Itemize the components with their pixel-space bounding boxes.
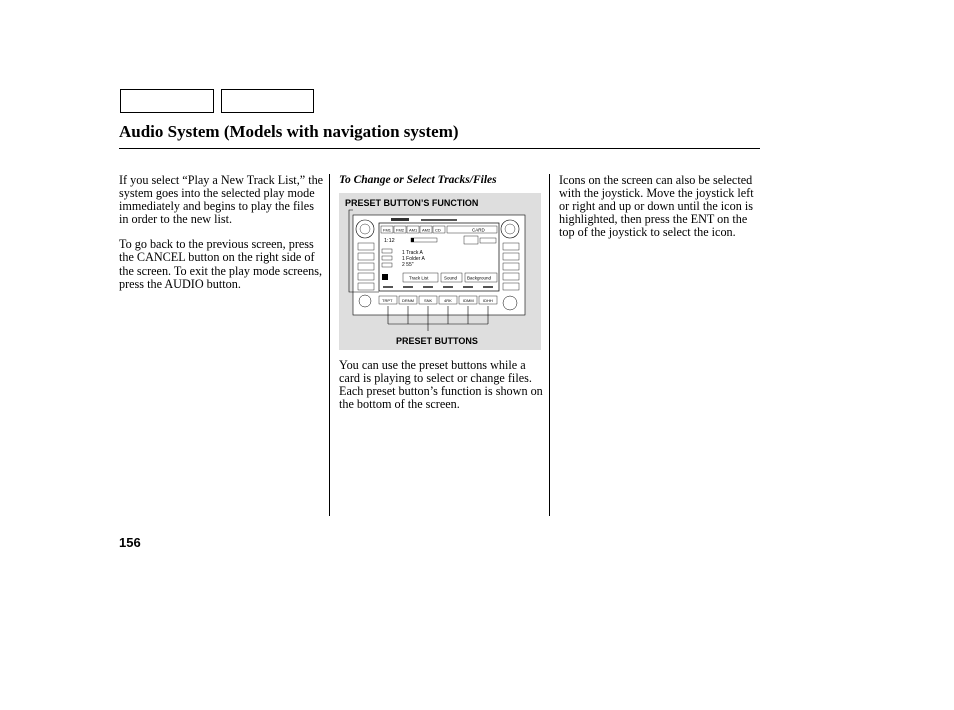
nav-tab-box-1[interactable]	[120, 89, 214, 113]
band-tab-label: FM1	[383, 227, 391, 233]
preset-label: DRNM	[402, 298, 414, 303]
preset-label: 4RK	[444, 298, 452, 303]
paragraph: You can use the preset buttons while a card is playing to select or change files. Each preset button’s function is shown on the bottom of the screen.	[339, 358, 543, 412]
left-side-buttons	[358, 243, 374, 290]
audio-unit-drawing	[339, 193, 541, 350]
right-column	[559, 174, 759, 251]
middle-column-text	[339, 359, 544, 423]
page-number: 156	[119, 535, 141, 550]
nav-tab-box-2[interactable]	[221, 89, 314, 113]
page-title: Audio System (Models with navigation system)	[119, 122, 459, 141]
track-line: 1 Track A	[402, 250, 423, 256]
section-subheading: To Change or Select Tracks/Files	[339, 174, 497, 186]
preset-label: IDMM	[463, 298, 474, 303]
left-column	[119, 174, 324, 303]
column-divider-left	[329, 174, 330, 516]
band-tab-label: CD	[435, 227, 441, 233]
function-button-label: Track List	[409, 275, 429, 281]
paragraph: To go back to the previous screen, press the CANCEL button on the right side of the screen. To exit the play mode screens, press the AUDIO button.	[119, 237, 322, 291]
right-side-buttons	[503, 243, 519, 290]
track-line: 1 Folder A	[402, 256, 425, 262]
mode-label: CARD	[472, 227, 485, 233]
function-button-label: Sound	[444, 275, 458, 281]
header-rule	[119, 148, 760, 149]
track-line: 2 55"	[402, 262, 414, 268]
joystick-icon	[503, 296, 517, 310]
time-readout: 1:12	[384, 238, 395, 244]
audio-unit-figure	[339, 193, 541, 350]
figure-label-top: PRESET BUTTON’S FUNCTION	[345, 198, 479, 208]
band-tab-label: FM2	[396, 227, 404, 233]
preset-label: IDHH	[483, 298, 493, 303]
preset-label: SNK	[424, 298, 433, 303]
preset-label: TRPT	[382, 298, 393, 303]
paragraph: Icons on the screen can also be selected with the joystick. Move the joystick left or right and up or down until the icon is highlighted, then press the ENT on the top of the joystick to select the icon.	[559, 173, 754, 240]
band-tab-label: AM2	[422, 227, 431, 233]
column-divider-right	[549, 174, 550, 516]
band-tab-label: AM1	[409, 227, 418, 233]
figure-label-bottom: PRESET BUTTONS	[396, 336, 478, 346]
paragraph: If you select “Play a New Track List,” the system goes into the selected play mode immediately and begins to play the files in order to the new list.	[119, 173, 324, 227]
track-info-area	[382, 249, 392, 267]
function-button-label: Background	[467, 275, 492, 281]
